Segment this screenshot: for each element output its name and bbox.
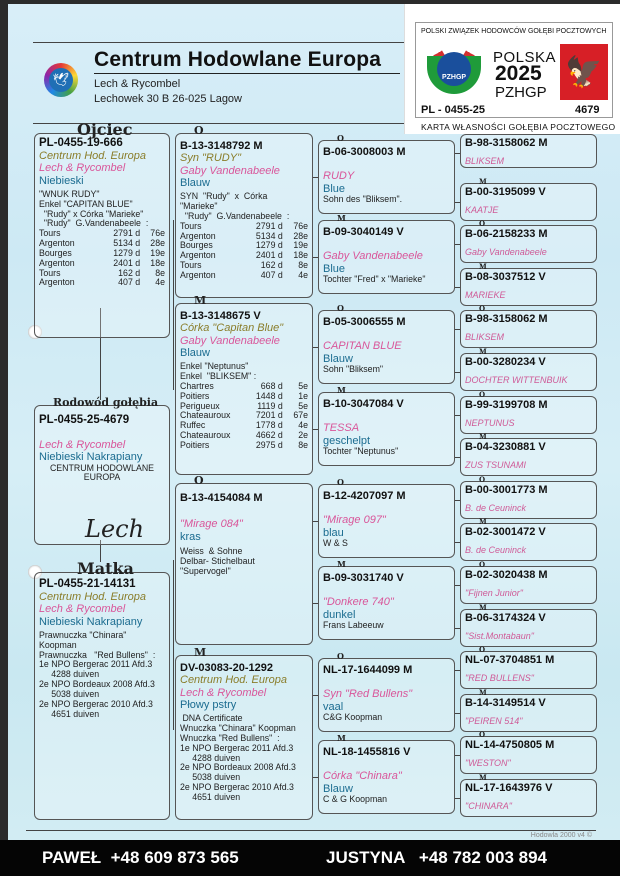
sex-tag: O — [337, 303, 344, 313]
bird-note: 5038 duiven — [180, 772, 241, 783]
bird-owner: Gaby Vandenabeele — [180, 334, 280, 347]
bird-note: "Supervogel" — [180, 565, 231, 576]
tree-line — [313, 347, 318, 348]
father-card[interactable] — [34, 120, 170, 338]
tree-line — [455, 372, 460, 373]
tree-line — [455, 628, 460, 629]
bird-note: W & S — [323, 537, 348, 548]
father-owner: Lech & Rycombel — [39, 162, 126, 175]
sex-tag: O — [337, 477, 344, 487]
sex-tag: M — [194, 294, 207, 307]
bird-note: 4651 duiven — [180, 792, 241, 802]
bird-name: "PEIREN 514" — [465, 716, 523, 727]
great-grandparent-card[interactable] — [318, 651, 455, 732]
great-grandparent-card[interactable] — [318, 385, 455, 466]
ancestor-card[interactable] — [460, 432, 597, 476]
sex-tag: O — [479, 219, 486, 228]
ancestor-card[interactable] — [460, 560, 597, 604]
ancestor-card[interactable] — [460, 177, 597, 221]
great-grandparent-card[interactable] — [318, 133, 455, 214]
race-row: Argenton 5134 d 28e — [39, 238, 165, 249]
sex-tag: O — [479, 390, 486, 399]
sex-tag: M — [479, 603, 487, 612]
tree-line — [455, 713, 460, 714]
ancestor-card[interactable] — [460, 347, 597, 391]
bird-name: "Sist.Montabaun" — [465, 631, 534, 642]
race-row: Tours 162 d 8e — [39, 267, 165, 278]
bird-name: KAATJE — [465, 205, 499, 216]
mother-note: 4651 duiven — [39, 708, 100, 719]
tree-line — [455, 244, 460, 245]
sex-tag: M — [479, 688, 487, 697]
race-row: Tours 162 d 8e — [180, 260, 309, 271]
ancestor-card[interactable] — [460, 134, 597, 168]
mother-label: Matka — [77, 559, 134, 578]
contact-footer — [0, 840, 620, 876]
bird-name: "Mirage 097" — [323, 514, 386, 527]
father-ring: PL-0455-19-666 — [39, 137, 123, 149]
ancestor-card[interactable] — [460, 475, 597, 519]
great-grandparent-card[interactable] — [318, 477, 455, 558]
logo-disc: PZHGP — [437, 52, 471, 86]
bird-name: Syn "RUDY" — [180, 152, 241, 165]
ancestor-card[interactable] — [460, 262, 597, 306]
bird-name: TESSA — [323, 422, 360, 435]
bird-note: "Marieke" — [180, 201, 218, 212]
mother-note: 5038 duiven — [39, 688, 100, 699]
bird-color: Płowy pstry — [180, 698, 237, 711]
tree-line — [455, 500, 460, 501]
bird-ring: B-12-4207097 M — [323, 490, 406, 502]
bird-name: "WESTON" — [465, 758, 511, 769]
race-row: Argenton 5134 d 28e — [180, 230, 309, 241]
subject-card[interactable] — [34, 396, 170, 545]
card-bird-number: 4679 — [575, 104, 600, 116]
card-year: 2025 — [495, 62, 542, 85]
bird-note: Enkel "Neptunus" — [180, 361, 249, 372]
bird-note: 2e NPO Bordeaux 2008 Afd.3 — [180, 762, 296, 773]
sex-tag: M — [337, 385, 346, 395]
tree-line — [455, 585, 460, 586]
ancestor-card[interactable] — [460, 304, 597, 348]
tree-line — [313, 521, 318, 522]
bird-ring: B-13-3148792 M — [180, 140, 263, 152]
pzhgp-logo-icon — [427, 42, 481, 94]
tree-line — [313, 429, 318, 430]
sex-tag: M — [479, 432, 487, 441]
bird-ring: B-06-3008003 M — [323, 146, 406, 158]
mother-breeder: Centrum Hod. Europa — [39, 590, 146, 603]
card-ring-number: PL - 0455-25 — [421, 104, 486, 116]
grandparent-card[interactable] — [175, 646, 313, 820]
bird-note: Wnuczka "Red Bullens" : — [180, 732, 280, 743]
bird-note: C & G Koopman — [323, 793, 388, 804]
great-grandparent-card[interactable] — [318, 303, 455, 384]
bird-ring: NL-14-4750805 M — [465, 739, 555, 751]
bird-ring: B-02-3020438 M — [465, 569, 548, 581]
father-label: Ojciec — [77, 120, 133, 139]
father-note: Enkel "CAPITAN BLUE" — [39, 198, 133, 209]
bird-ring: B-08-3037512 V — [465, 271, 546, 283]
mother-card[interactable] — [34, 559, 170, 820]
bird-name: RUDY — [323, 170, 355, 183]
tree-line — [455, 287, 460, 288]
bird-ring: NL-07-3704851 M — [465, 654, 555, 666]
tree-line — [313, 777, 318, 778]
bird-ring: B-98-3158062 M — [465, 137, 548, 149]
tree-line — [455, 202, 460, 203]
sex-tag: M — [479, 773, 487, 782]
race-row: Poitiers 1448 d 1e — [180, 390, 309, 401]
bird-ring: B-98-3158062 M — [465, 313, 548, 325]
mother-note: Koopman — [39, 639, 77, 650]
sex-tag: M — [479, 262, 487, 271]
mother-ring: PL-0455-21-14131 — [39, 578, 136, 590]
sex-tag: O — [479, 730, 486, 739]
page-title: Centrum Hodowlane Europa — [94, 48, 382, 71]
tree-line — [455, 542, 460, 543]
sex-tag: O — [479, 304, 486, 313]
bottom-divider — [26, 830, 596, 831]
bird-name: ZUS TSUNAMI — [465, 460, 527, 471]
tree-line — [455, 415, 460, 416]
bird-ring: B-06-2158233 M — [465, 228, 548, 240]
race-row: Perigueux 1119 d 5e — [180, 400, 309, 411]
mother-note: Prawnuczka "Chinara" — [39, 629, 127, 640]
bird-note: SYN "Rudy" x Córka — [180, 191, 268, 202]
father-breeder: Centrum Hod. Europa — [39, 149, 146, 162]
top-divider — [33, 42, 408, 43]
bird-ring: NL-17-1644099 M — [323, 664, 413, 676]
tree-line — [313, 603, 318, 604]
bird-note: Tochter "Fred" x "Marieke" — [323, 273, 426, 284]
bird-ring: B-13-4154084 M — [180, 492, 263, 504]
bird-ring: B-05-3006555 M — [323, 316, 406, 328]
race-row: Argenton 2401 d 18e — [39, 257, 165, 268]
bird-ring: B-14-3149514 V — [465, 697, 546, 709]
father-note: "WNUK RUDY" — [39, 188, 100, 199]
father-color: Niebieski — [39, 174, 84, 187]
ancestor-card[interactable] — [460, 390, 597, 434]
bird-color: Blue — [323, 262, 346, 275]
bird-note: Enkel "BLIKSEM" : — [180, 371, 257, 382]
race-row: Bourges 1279 d 19e — [39, 247, 165, 258]
bird-name: BLIKSEM — [465, 156, 505, 167]
bird-color: Blauw — [323, 352, 353, 365]
bird-name: "Fijnen Junior" — [465, 588, 523, 599]
bird-note: Sohn des "Bliksem". — [323, 193, 403, 204]
ancestor-card[interactable] — [460, 603, 597, 647]
owner-name: Lech & Rycombel — [94, 78, 181, 90]
mother-owner: Lech & Rycombel — [39, 603, 126, 616]
bird-ring: NL-18-1455816 V — [323, 746, 411, 758]
sex-tag: O — [337, 651, 344, 661]
bird-note: Wnuczka "Chinara" Koopman — [180, 723, 296, 734]
ancestor-card[interactable] — [460, 219, 597, 263]
bird-color: Blauw — [180, 176, 210, 189]
bird-ring: DV-03083-20-1292 — [180, 662, 273, 674]
mother-note: 4288 duiven — [39, 669, 100, 680]
signature: Lech — [85, 515, 145, 543]
sex-tag: M — [337, 559, 346, 569]
mother-note: 2e NPO Bordeaux 2008 Afd.3 — [39, 679, 155, 690]
card-title: KARTA WŁASNOŚCI GOŁĘBIA POCZTOWEGO — [421, 122, 616, 132]
grandparent-card[interactable] — [175, 294, 313, 475]
mother-note: 1e NPO Bergerac 2011 Afd.3 — [39, 659, 153, 670]
bird-ring: B-09-3031740 V — [323, 572, 404, 584]
bird-name: BLIKSEM — [465, 332, 505, 343]
tree-line — [313, 177, 318, 178]
bird-color: vaal — [323, 700, 344, 713]
sex-tag: O — [194, 474, 204, 487]
sex-tag: M — [479, 177, 487, 186]
bird-name: B. de Ceuninck — [465, 545, 527, 556]
polish-eagle-icon: 🦅 — [560, 44, 608, 100]
race-row: Chateauroux 4662 d 2e — [180, 430, 309, 441]
race-row: Poitiers 2975 d 8e — [180, 440, 309, 450]
subject-breeder: EUROPA — [83, 472, 121, 483]
bird-note: 2e NPO Bergerac 2010 Afd.3 — [180, 782, 294, 793]
mother-note: 2e NPO Bergerac 2010 Afd.3 — [39, 698, 153, 709]
father-note: "Rudy" x Córka "Marieke" — [39, 208, 144, 219]
race-row: Chartres 668 d 5e — [180, 380, 309, 391]
bird-ring: B-00-3280234 V — [465, 356, 546, 368]
race-row: Bourges 1279 d 19e — [180, 240, 309, 251]
bird-color: blau — [323, 526, 344, 539]
grandparent-card[interactable] — [175, 124, 313, 298]
bird-color: Blue — [323, 182, 346, 195]
bird-note: 4288 duiven — [180, 752, 241, 763]
sex-tag: M — [479, 347, 487, 356]
grandparent-card[interactable] — [175, 474, 313, 645]
bird-name: Gaby Vandenabeele — [323, 250, 423, 263]
bird-name: NEPTUNUS — [465, 418, 515, 429]
subject-owner: Lech & Rycombel — [39, 438, 126, 451]
bird-name: "RED BULLENS" — [465, 673, 534, 684]
sex-tag: M — [337, 733, 346, 743]
ancestor-card[interactable] — [460, 688, 597, 732]
card-org-name: POLSKI ZWIĄZEK HODOWCÓW GOŁĘBI POCZTOWYCH — [421, 28, 607, 35]
tree-line — [455, 153, 460, 154]
race-row: Tours 2791 d 76e — [180, 220, 309, 231]
bird-name: Córka "Capitan Blue" — [180, 322, 284, 335]
ancestor-card[interactable] — [460, 517, 597, 561]
race-row: Chateauroux 7201 d 67e — [180, 410, 309, 421]
race-row: Argenton 407 d 4e — [39, 277, 165, 288]
tree-line — [173, 560, 174, 730]
bird-ring: B-04-3230881 V — [465, 441, 546, 453]
bird-ring: B-13-3148675 V — [180, 310, 261, 322]
bird-name: "Mirage 084" — [180, 518, 243, 531]
bird-name: B. de Ceuninck — [465, 503, 527, 514]
ownership-card — [404, 4, 620, 134]
bird-name: "Donkere 740" — [323, 596, 394, 609]
tree-line — [455, 755, 460, 756]
sex-tag: O — [479, 560, 486, 569]
bird-name: Syn "Red Bullens" — [323, 688, 413, 701]
software-version: Hodowla 2000 v4 © — [530, 832, 592, 839]
sex-tag: O — [194, 124, 204, 137]
bird-name: "CHINARA" — [465, 801, 512, 812]
bird-ring: B-99-3199708 M — [465, 399, 548, 411]
race-row: Ruffec 1778 d 4e — [180, 420, 309, 431]
owner-address: Lechowek 30 B 26-025 Lagow — [94, 93, 242, 105]
tree-line — [313, 695, 318, 696]
tree-line — [313, 257, 318, 258]
subject-label: Rodowód gołębia — [53, 396, 159, 409]
bird-owner: Gaby Vandenabeele — [180, 164, 280, 177]
father-note: "Rudy" G.Vandenabeele : — [39, 218, 149, 229]
tree-line — [173, 220, 174, 390]
bird-note: 1e NPO Bergerac 2011 Afd.3 — [180, 742, 294, 753]
tree-line — [455, 798, 460, 799]
sex-tag: M — [337, 213, 346, 223]
bird-note: Tochter "Neptunus" — [323, 445, 399, 456]
bird-ring: B-06-3174324 V — [465, 612, 546, 624]
sex-tag: O — [337, 133, 344, 143]
title-underline — [94, 73, 400, 74]
ancestor-card[interactable] — [460, 730, 597, 774]
bird-ring: B-10-3047084 V — [323, 398, 404, 410]
card-org: PZHGP — [495, 84, 547, 101]
card-country: POLSKA — [493, 49, 557, 66]
great-grandparent-card[interactable] — [318, 733, 455, 814]
subject-color: Niebieski Nakrapiany — [39, 451, 143, 464]
bird-name: CAPITAN BLUE — [323, 340, 402, 353]
bird-color: geschelpt — [323, 434, 371, 447]
bird-name: DOCHTER WITTENBUIK — [465, 375, 568, 386]
bird-ring: B-02-3001472 V — [465, 526, 546, 538]
bird-note: DNA Certificate — [180, 713, 243, 724]
tree-line — [455, 670, 460, 671]
tree-line — [455, 457, 460, 458]
ancestor-card[interactable] — [460, 773, 597, 817]
sex-tag: M — [479, 517, 487, 526]
bird-note: Frans Labeeuw — [323, 619, 384, 630]
contact-justyna: JUSTYNA +48 782 003 894 — [326, 848, 547, 867]
race-row: Argenton 407 d 4e — [180, 270, 309, 280]
contact-pawel: PAWEŁ +48 609 873 565 — [42, 848, 239, 867]
tree-line — [455, 329, 460, 330]
bird-color: Blauw — [180, 346, 210, 359]
bird-note: Sohn "Bliksem" — [323, 363, 384, 374]
sex-tag: O — [479, 645, 486, 654]
bird-ring: B-09-3040149 V — [323, 226, 404, 238]
great-grandparent-card[interactable] — [318, 559, 455, 640]
bird-note: Delbar- Stichelbaut — [180, 555, 255, 566]
bird-owner: Lech & Rycombel — [180, 686, 267, 699]
bird-name: Córka "Chinara" — [323, 770, 402, 783]
mother-note: Prawnuczka "Red Bullens" : — [39, 649, 156, 660]
mother-color: Niebieski Nakrapiany — [39, 615, 143, 628]
bird-name: MARIEKE — [465, 290, 506, 301]
ancestor-card[interactable] — [460, 645, 597, 689]
subject-ring: PL-0455-25-4679 — [39, 414, 130, 426]
bird-breeder: Centrum Hod. Europa — [180, 674, 287, 687]
race-row: Tours 2791 d 76e — [39, 228, 165, 239]
bird-color: kras — [180, 530, 201, 543]
bird-color: dunkel — [323, 608, 356, 621]
dove-logo-icon: 🕊 — [44, 63, 78, 97]
bird-note: "Rudy" G.Vandenabeele : — [180, 210, 290, 221]
bird-note: C&G Koopman — [323, 711, 383, 722]
bird-note: Weiss & Sohne — [180, 545, 243, 556]
sex-tag: O — [479, 475, 486, 484]
bird-color: Blauw — [323, 782, 353, 795]
race-row: Argenton 2401 d 18e — [180, 250, 309, 261]
bird-name: Gaby Vandenabeele — [465, 247, 547, 258]
great-grandparent-card[interactable] — [318, 213, 455, 294]
subject-breeder: CENTRUM HODOWLANE — [49, 462, 155, 473]
bird-ring: B-00-3001773 M — [465, 484, 548, 496]
sex-tag: M — [194, 646, 207, 659]
bird-ring: NL-17-1643976 V — [465, 782, 553, 794]
bird-ring: B-00-3195099 V — [465, 186, 546, 198]
